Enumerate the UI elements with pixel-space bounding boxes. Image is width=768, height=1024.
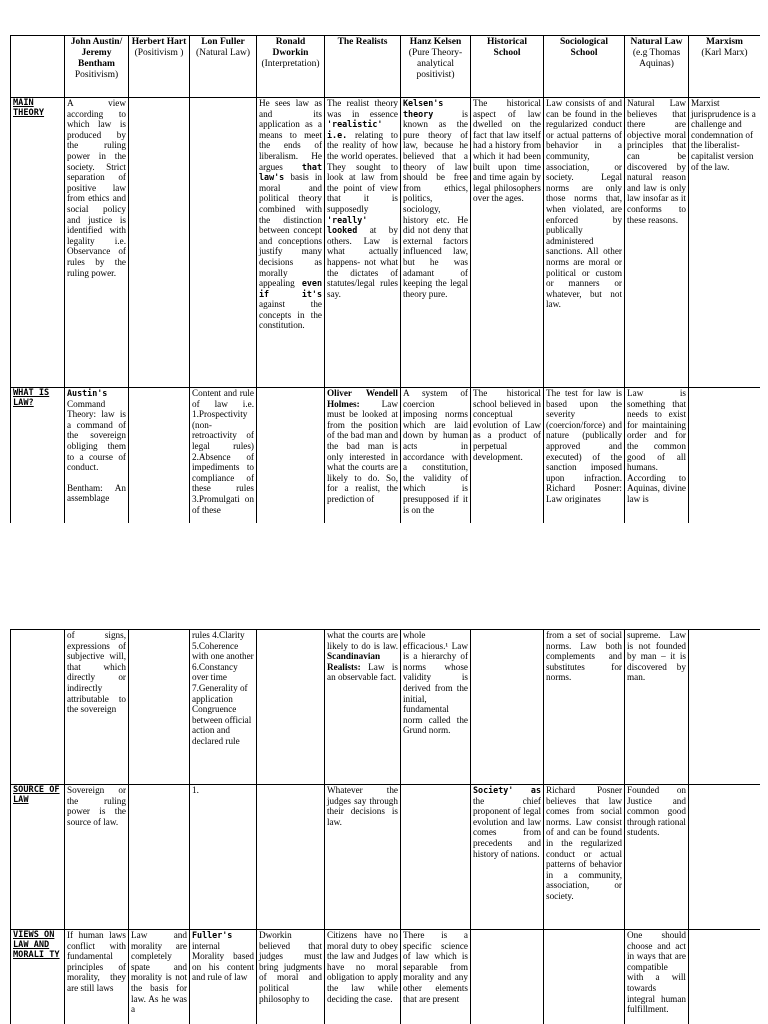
cell-source-marxism: [689, 785, 761, 930]
header-corner: [11, 36, 65, 98]
cell-cont-realists: what the courts are likely to do is law. Scandinavian Realists: Law is an observable fact.: [325, 630, 401, 785]
header-realists: The Realists: [325, 36, 401, 98]
cell-whatis-kelsen: A system of coercion imposing norms which are laid down by human acts in accordance with a constitution, the validity of which is presupposed if it is on the: [401, 388, 471, 524]
cell-source-kelsen: [401, 785, 471, 930]
row-views-on-law-and-morality: [11, 930, 761, 1024]
cell-source-historical: Society' as the chief proponent of legal evolution and law comes from precedents and history of nations.: [471, 785, 544, 930]
cell-whatis-fuller: Content and rule of law i.e. 1.Prospectivity (non-retroactivity of legal rules) 2.Absence of impediments to compliance of these rules 3.Promulgati on of these: [190, 388, 257, 524]
cell-source-natural: Founded on Justice and common good through rational students.: [625, 785, 689, 930]
cell-views-kelsen: There is a specific science of law which is separable from morality and any other elements that are present: [401, 930, 471, 1024]
table-part-1: [10, 35, 760, 523]
cell-views-historical: [471, 930, 544, 1024]
cell-cont-marxism: [689, 630, 761, 785]
cell-source-austin: Sovereign or the ruling power is the source of law.: [65, 785, 129, 930]
cell-views-sociological: [544, 930, 625, 1024]
cell-whatis-hart: [129, 388, 190, 524]
row-source-of-law: [11, 785, 761, 930]
cell-whatis-natural: Law is something that needs to exist for maintaining order and for the common good of all humans. According to Aquinas, divine law is: [625, 388, 689, 524]
header-dworkin: Ronald Dworkin (Interpretation): [257, 36, 325, 98]
cell-source-fuller: 1.: [190, 785, 257, 930]
header-fuller: Lon Fuller (Natural Law): [190, 36, 257, 98]
cell-main-austin: A view according to which law is produced by the ruling power in the society. Strict separation of positive law from ethics and social policy and justice is identified with legality i.e. Observance of rules by the ruling power.: [65, 98, 129, 388]
row-label-views-on-law-and-morality: VIEWS ON LAW AND MORALI TY: [11, 930, 65, 1024]
header-austin: John Austin/ Jeremy Bentham Positivism): [65, 36, 129, 98]
cell-views-fuller: Fuller's internal Morality based on his content and rule of law: [190, 930, 257, 1024]
cell-cont-natural: supreme. Law is not founded by man – it is discovered by man.: [625, 630, 689, 785]
cell-views-austin: If human laws conflict with fundamental principles of morality, they are still laws: [65, 930, 129, 1024]
header-row: [11, 36, 761, 98]
cell-whatis-historical: The historical school believed in conceptual evolution of Law as a product of perpetual development.: [471, 388, 544, 524]
header-sociological: Sociological School: [544, 36, 625, 98]
cell-main-natural: Natural Law believes that there are objective moral principles that can be discovered by natural reason and law is only law insofar as it conforms to these reasons.: [625, 98, 689, 388]
cell-source-realists: Whatever the judges say through their decisions is law.: [325, 785, 401, 930]
cell-source-hart: [129, 785, 190, 930]
cell-source-sociological: Richard Posner believes that law comes from social norms. Law consist of and can be found in the regularized conduct or actual patterns of behavior in a community, association, or society.: [544, 785, 625, 930]
row-label-source-of-law: SOURCE OF LAW: [11, 785, 65, 930]
cell-whatis-dworkin: [257, 388, 325, 524]
cell-cont-dworkin: [257, 630, 325, 785]
cell-main-hart: [129, 98, 190, 388]
cell-cont-sociological: from a set of social norms. Law both complements and substitutes for norms.: [544, 630, 625, 785]
cell-whatis-marxism: [689, 388, 761, 524]
cell-main-sociological: Law consists of and can be found in the regularized conduct or actual patterns of behavior in a community, association, or society. Legal norms are only those norms that, when violated, are enforced by publically administered sanctions. All other norms are moral or political or custom or manners or whatever, but not law.: [544, 98, 625, 388]
cell-whatis-sociological: The test for law is based upon the severity (coercion/force) and nature (publically approved and executed) of the sanction imposed upon infraction. Richard Posner: Law originates: [544, 388, 625, 524]
jurisprudence-table-1: [10, 35, 760, 523]
cell-cont-kelsen: whole efficacious.¹ Law is a hierarchy of norms whose validity is derived from the initial, fundamental norm called the Grund norm.: [401, 630, 471, 785]
cell-cont-fuller: rules 4.Clarity 5.Coherence with one another 6.Constancy over time 7.Generality of application Congruence between official action and declared rule: [190, 630, 257, 785]
row-main-theory: [11, 98, 761, 388]
cell-whatis-realists: Oliver Wendell Holmes: Law must be looked at from the position of the bad man and the bad man is only interested in what the courts are likely to do. So, for a realist, the prediction of: [325, 388, 401, 524]
cell-cont-hart: [129, 630, 190, 785]
cell-views-realists: Citizens have no moral duty to obey the law and Judges have no moral obligation to apply the law while deciding the case.: [325, 930, 401, 1024]
cell-main-historical: The historical aspect of law dwelled on the fact that law itself had a history from which it had been built upon time and time again by legal philosophers over the ages.: [471, 98, 544, 388]
header-historical: Historical School: [471, 36, 544, 98]
jurisprudence-table-2: [10, 629, 760, 1024]
header-marxism: Marxism (Karl Marx): [689, 36, 761, 98]
cell-views-marxism: [689, 930, 761, 1024]
table-part-2: [10, 629, 760, 1024]
cell-main-fuller: [190, 98, 257, 388]
header-kelsen: Hanz Kelsen (Pure Theory- analytical positivist): [401, 36, 471, 98]
cell-whatis-austin: Austin's Command Theory: law is a command of the sovereign obliging them to a course of conduct. Bentham: An assemblage: [65, 388, 129, 524]
row-label-continued: [11, 630, 65, 785]
cell-cont-austin: of signs, expressions of subjective will, that which directly or indirectly attributable to the sovereign: [65, 630, 129, 785]
cell-source-dworkin: [257, 785, 325, 930]
row-what-is-law-continued: [11, 630, 761, 785]
cell-main-marxism: Marxist jurisprudence is a challenge and condemnation of the liberalist-capitalist version of the law.: [689, 98, 761, 388]
row-what-is-law: [11, 388, 761, 524]
cell-views-hart: Law and morality are completely spate and morality is not the basis for law. As he was a: [129, 930, 190, 1024]
cell-cont-historical: [471, 630, 544, 785]
row-label-main-theory: MAIN THEORY: [11, 98, 65, 388]
row-label-what-is-law: WHAT IS LAW?: [11, 388, 65, 524]
header-natural-law: Natural Law (e.g Thomas Aquinas): [625, 36, 689, 98]
header-hart: Herbert Hart (Positivism ): [129, 36, 190, 98]
cell-views-natural: One should choose and act in ways that are compatible with a will towards integral human fulfillment.: [625, 930, 689, 1024]
cell-main-dworkin: He sees law as and its application as a means to meet the ends of liberalism. He argues that law's basis in moral and political theory combined with the distinction between concept and conceptions justify many decisions as morally appealing even if it's against the concepts in the constitution.: [257, 98, 325, 388]
cell-views-dworkin: Dworkin believed that judges must bring judgments of moral and political philosophy to: [257, 930, 325, 1024]
cell-main-kelsen: Kelsen's theory is known as the pure theory of law, because he believed that a theory of law should be free from ethics, politics, sociology, history etc. He did not deny that external factors influenced law, but he was adamant of keeping the legal theory pure.: [401, 98, 471, 388]
cell-main-realists: The realist theory was in essence 'realistic' i.e. relating to the reality of how the world operates. They sought to look at law from the point of view that it is supposedly 'really' looked at by others. Law is what actually happens- not what the dictates of statutes/legal rules say.: [325, 98, 401, 388]
